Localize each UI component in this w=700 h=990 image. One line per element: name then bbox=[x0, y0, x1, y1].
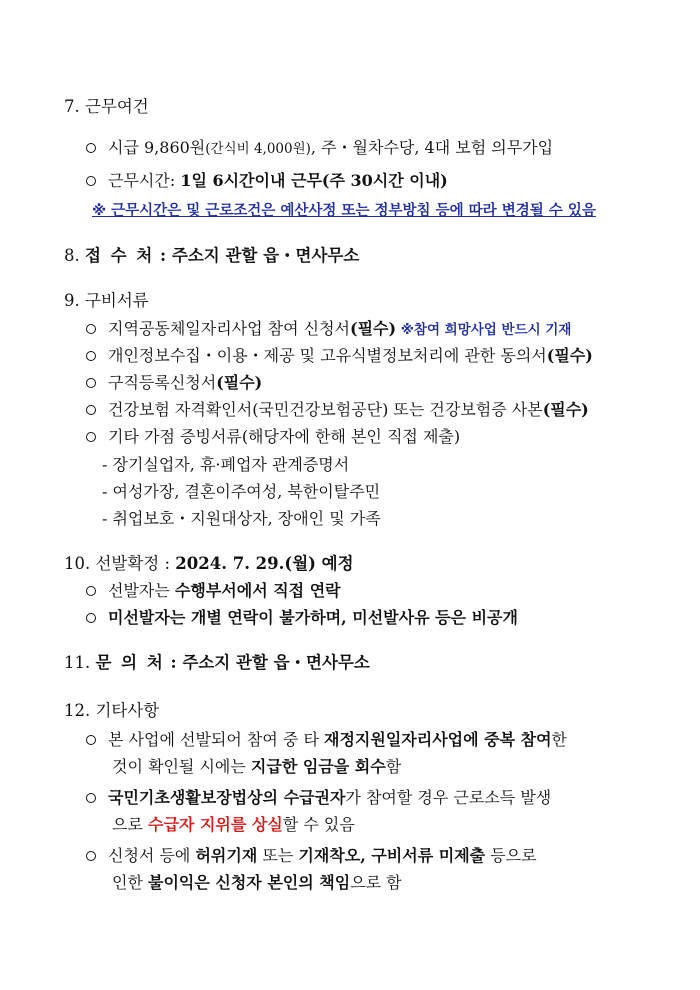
section-11-value: : 주소지 관할 읍・면사무소 bbox=[164, 653, 370, 672]
section-10-item-2 bbox=[86, 607, 518, 629]
section-12-item-1 bbox=[86, 729, 567, 751]
section-12-heading bbox=[64, 700, 159, 722]
section-7-heading bbox=[64, 96, 149, 118]
section-11-number: 11. bbox=[64, 653, 96, 672]
circle-bullet-icon bbox=[86, 176, 96, 186]
section-7-note bbox=[92, 200, 596, 222]
section-12-item-1-line-2 bbox=[112, 756, 401, 778]
section-9-sub-1 bbox=[102, 454, 349, 476]
section-11-heading bbox=[64, 652, 370, 674]
item-text-tail: 으로 함 bbox=[350, 873, 402, 892]
section-11-title: 문 의 처 bbox=[95, 653, 165, 672]
item-text: 인한 bbox=[112, 873, 148, 892]
circle-bullet-icon bbox=[86, 351, 96, 361]
item-emphasis: 개별 연락이 불가 bbox=[190, 608, 311, 627]
required-tag: (필수) bbox=[546, 346, 593, 365]
section-7-hours-item bbox=[86, 170, 448, 192]
item-emphasis: 국민기초생활보장법상의 수급권자 bbox=[108, 788, 346, 807]
circle-bullet-icon bbox=[86, 735, 96, 745]
item-text: 건강보험 자격확인서(국민건강보험공단) 또는 건강보험증 사본 bbox=[108, 400, 543, 419]
circle-bullet-icon bbox=[86, 432, 96, 442]
item-text: 본 사업에 선발되어 참여 중 타 bbox=[108, 730, 324, 749]
hours-value: 1일 6시간이내 근무(주 30시간 이내) bbox=[180, 171, 448, 190]
section-9-title: 9. 구비서류 bbox=[64, 291, 149, 310]
item-text: 선발자는 bbox=[108, 581, 175, 600]
item-text: 신청서 등에 bbox=[108, 846, 196, 865]
required-tag: (필수) bbox=[216, 373, 263, 392]
item-text-tail: 함 bbox=[385, 757, 402, 776]
item-text: 으로 bbox=[112, 815, 148, 834]
section-9-heading bbox=[64, 290, 149, 312]
allowance-text: , 주・월차수당, 4대 보험 의무가입 bbox=[310, 138, 554, 157]
item-text: 미선발자는 bbox=[108, 608, 191, 627]
item-warning: 수급자 지위를 상실 bbox=[148, 815, 283, 834]
sub-item-text: - 취업보호・지원대상자, 장애인 및 가족 bbox=[102, 509, 381, 528]
selection-date: 2024. 7. 29.(월) 예정 bbox=[175, 554, 354, 573]
circle-bullet-icon bbox=[86, 378, 96, 388]
hours-note-text: ※ 근무시간은 및 근로조건은 예산사정 또는 정부방침 등에 따라 변경될 수 있음 bbox=[92, 203, 596, 219]
section-12-item-3-line-2 bbox=[112, 872, 402, 894]
circle-bullet-icon bbox=[86, 851, 96, 861]
item-emphasis: 수행부서에서 직접 연락 bbox=[174, 581, 341, 600]
section-12-item-3 bbox=[86, 845, 537, 867]
item-text: 개인정보수집・이용・제공 및 고유식별정보처리에 관한 동의서 bbox=[108, 346, 547, 365]
section-12-item-2 bbox=[86, 787, 551, 809]
section-7-wage-item bbox=[86, 137, 553, 160]
item-text: 지역공동체일자리사업 참여 신청서 bbox=[108, 319, 351, 338]
circle-bullet-icon bbox=[86, 793, 96, 803]
circle-bullet-icon bbox=[86, 405, 96, 415]
item-text: 것이 확인될 시에는 bbox=[112, 757, 251, 776]
sub-item-text: - 장기실업자, 휴·폐업자 관계증명서 bbox=[102, 455, 350, 474]
section-9-item-4 bbox=[86, 399, 589, 421]
section-8-number: 8. bbox=[64, 246, 85, 265]
required-tag: (필수) bbox=[542, 400, 589, 419]
section-7-title: 7. 근무여건 bbox=[64, 97, 149, 116]
item-text: 구직등록신청서 bbox=[108, 373, 217, 392]
section-9-item-1 bbox=[86, 318, 571, 341]
snack-fee-text: (간식비 4,000원) bbox=[205, 141, 311, 157]
section-8-heading bbox=[64, 245, 359, 267]
section-9-sub-2 bbox=[102, 481, 380, 503]
item-emphasis: 재정지원일자리사업에 중복 참여 bbox=[324, 730, 552, 749]
section-9-sub-3 bbox=[102, 508, 381, 530]
item-note: ※참여 희망사업 반드시 기재 bbox=[396, 322, 572, 338]
item-text-tail: 한 bbox=[551, 730, 567, 749]
section-9-item-3 bbox=[86, 372, 262, 394]
section-8-title: 접 수 처 bbox=[85, 246, 155, 265]
section-12-title: 12. 기타사항 bbox=[64, 701, 160, 720]
item-text-tail: 등으로 bbox=[485, 846, 537, 865]
section-8-value: : 주소지 관할 읍・면사무소 bbox=[154, 246, 360, 265]
item-text: 기타 가점 증빙서류(해당자에 한해 본인 직접 제출) bbox=[108, 427, 461, 446]
sub-item-text: - 여성가장, 결혼이주여성, 북한이탈주민 bbox=[102, 482, 381, 501]
circle-bullet-icon bbox=[86, 586, 96, 596]
circle-bullet-icon bbox=[86, 143, 96, 153]
wage-text: 시급 9,860원 bbox=[108, 138, 206, 157]
hours-label: 근무시간: bbox=[108, 171, 181, 190]
item-emphasis: 허위기재 bbox=[195, 846, 258, 865]
circle-bullet-icon bbox=[86, 613, 96, 623]
circle-bullet-icon bbox=[86, 324, 96, 334]
item-emphasis: 불이익은 신청자 본인의 책임 bbox=[148, 873, 351, 892]
section-12-item-2-line-2 bbox=[112, 814, 355, 836]
section-9-item-5 bbox=[86, 426, 460, 448]
item-text-tail: 하며, 미선발사유 등은 비공개 bbox=[310, 608, 518, 627]
section-10-item-1 bbox=[86, 580, 341, 602]
item-text-tail: 할 수 있음 bbox=[282, 815, 355, 834]
required-tag: (필수) bbox=[350, 319, 397, 338]
item-text: 또는 bbox=[257, 846, 299, 865]
item-emphasis: 지급한 임금을 회수 bbox=[250, 757, 386, 776]
section-10-heading bbox=[64, 553, 354, 575]
section-10-title: 10. 선발확정 : bbox=[64, 554, 176, 573]
item-emphasis: 기재착오, 구비서류 미제출 bbox=[298, 846, 486, 865]
section-9-item-2 bbox=[86, 345, 593, 367]
item-text: 가 참여할 경우 근로소득 발생 bbox=[345, 788, 552, 807]
